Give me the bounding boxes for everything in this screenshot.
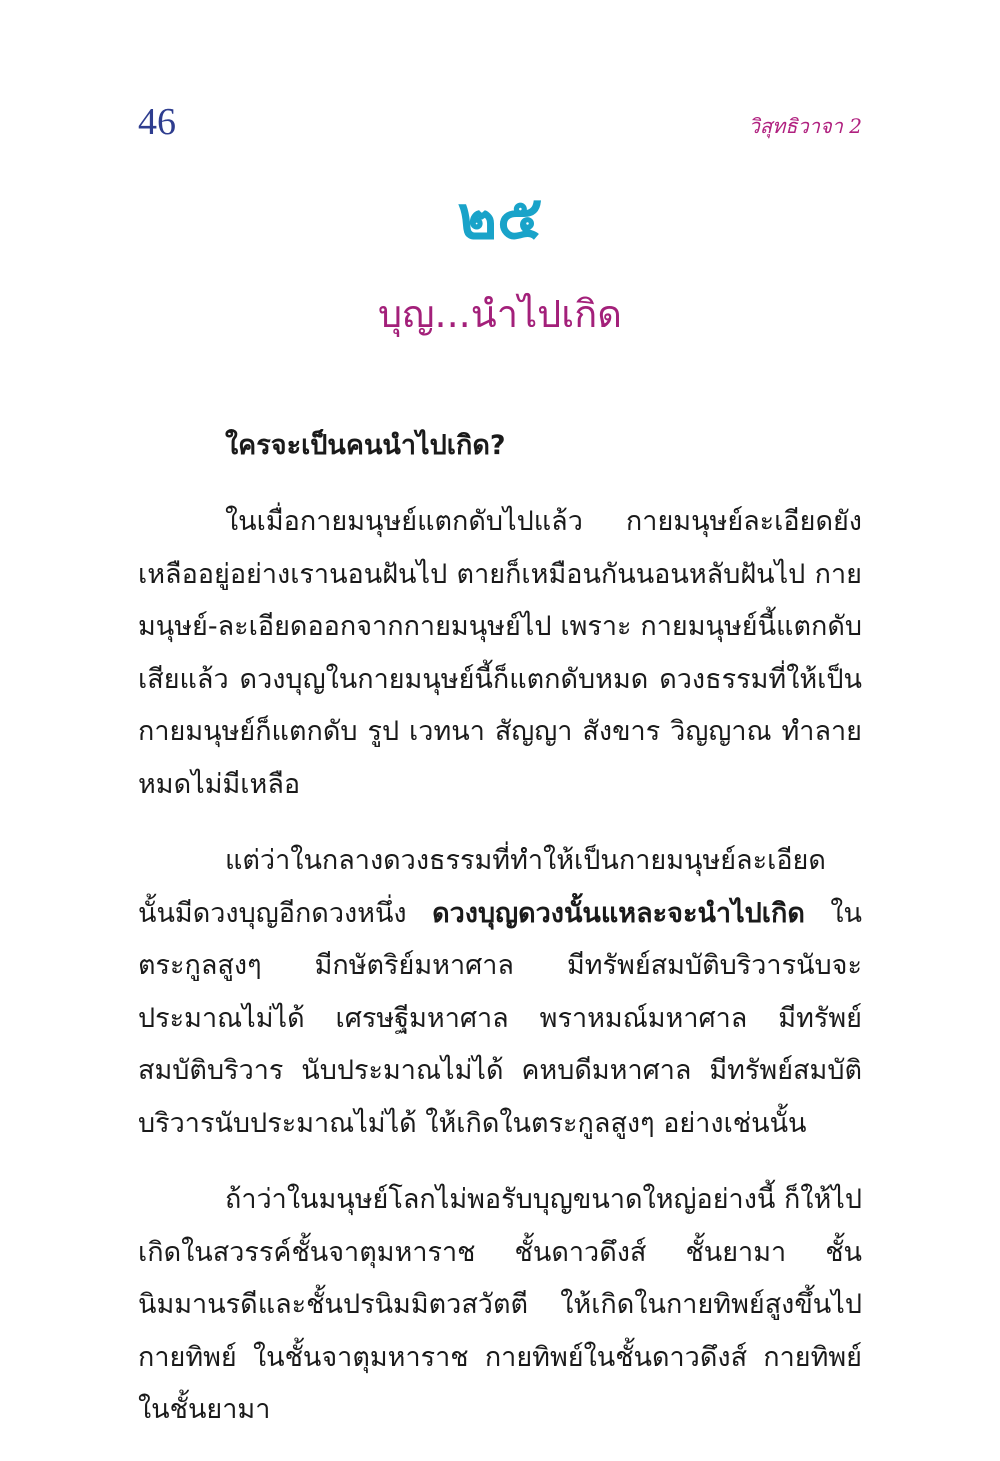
paragraph-3: ถ้าว่าในมนุษย์โลกไม่พอรับบุญขนาดใหญ่อย่างนี้ ก็ให้ไปเกิดในสวรรค์ชั้นจาตุมหาราช ชั้นดาวดึงส์ ชั้นยามา ชั้นนิมมานรดีและชั้นปรนิมมิตวสวัตตี ให้เกิดในกายทิพย์สูงขึ้นไป กายทิพย์ ในชั้นจาตุมหาราช กายทิพย์ในชั้นดาวดึงส์ กายทิพย์ในชั้นยามา: [138, 1184, 862, 1425]
paragraph-2-text-end: ในตระกูลสูงๆ มีกษัตริย์มหาศาล มีทรัพย์สมบัติบริวารนับจะประมาณไม่ได้ เศรษฐีมหาศาล พราหมณ์มหาศาล มีทรัพย์สมบัติบริวาร นับประมาณไม่ได้ คหบดีมหาศาล มีทรัพย์สมบัติบริวารนับประมาณไม่ได้ ให้เกิดในตระกูลสูงๆ อย่างเช่นนั้น: [138, 897, 862, 1139]
paragraph-2: [138, 835, 862, 1150]
chapter-number: ๒๕: [457, 183, 543, 253]
chapter-title: บุญ...นำไปเกิด: [378, 292, 622, 336]
paragraph-1: ในเมื่อกายมนุษย์แตกดับไปแล้ว กายมนุษย์ละเอียดยังเหลืออยู่อย่างเรานอนฝันไป ตายก็เหมือนกันนอนหลับฝันไป กายมนุษย์-ละเอียดออกจากกายมนุษย์ไป เพราะ กายมนุษย์นี้แตกดับเสียแล้ว ดวงบุญในกายมนุษย์นี้ก็แตกดับหมด ดวงธรรมที่ให้เป็นกายมนุษย์ก็แตกดับ รูป เวทนา สัญญา สังขาร วิญญาณ ทำลายหมดไม่มีเหลือ: [138, 506, 862, 800]
page-number: 46: [138, 101, 176, 143]
page-content: [138, 420, 862, 1461]
paragraph-2-bold-phrase: ดวงบุญดวงนั้นแหละจะนำไปเกิด: [432, 897, 805, 929]
running-title: วิสุทธิวาจา 2: [748, 114, 862, 138]
section-heading: ใครจะเป็นคนนำไปเกิด?: [225, 430, 506, 461]
paragraph-2-text-start: แต่ว่าในกลางดวงธรรมที่ทำให้เป็นกายมนุษย์ละเอียดนั้นมีดวงบุญอีกดวงหนึ่ง: [138, 845, 826, 929]
